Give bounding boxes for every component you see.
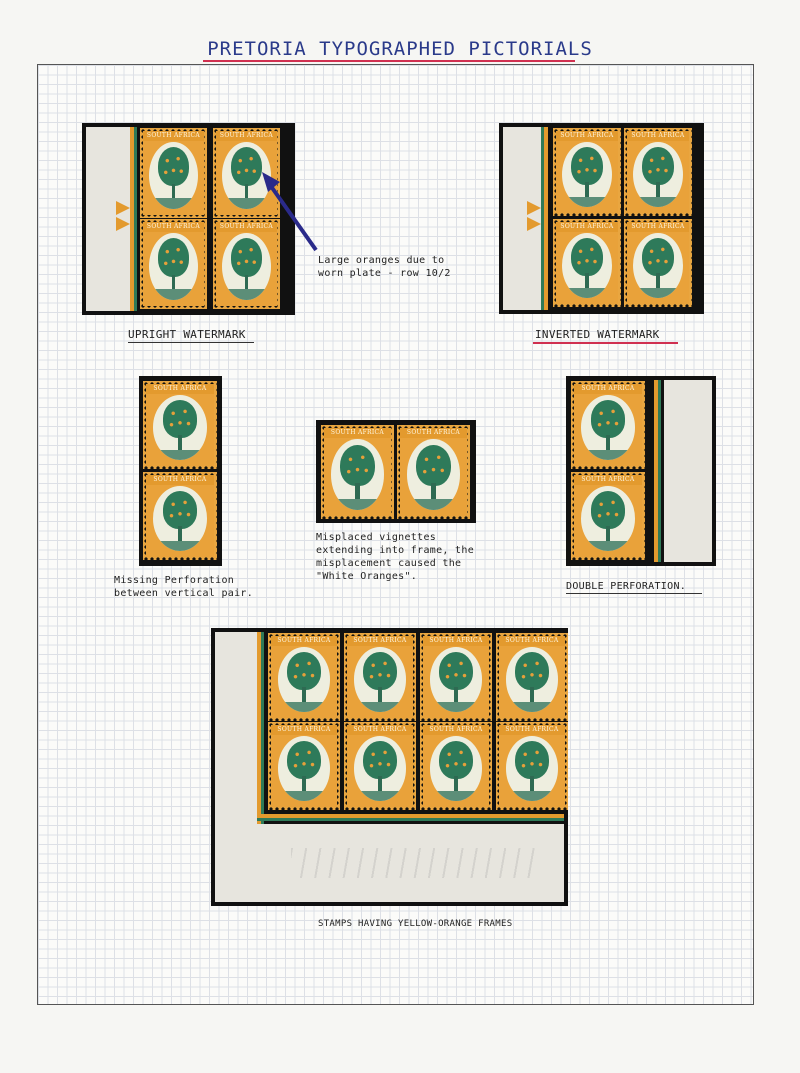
stamp-inscription: SOUTH AFRICA	[556, 222, 618, 232]
stamp-inscription: SOUTH AFRICA	[146, 384, 214, 394]
stamp-inscription: SOUTH AFRICA	[400, 428, 467, 438]
stamp-inscription: SOUTH AFRICA	[143, 222, 204, 232]
stamp-inscription: SOUTH AFRICA	[574, 475, 642, 485]
caption-upright-watermark: UPRIGHT WATERMARK	[128, 328, 246, 341]
caption-inverted-watermark: INVERTED WATERMARK	[535, 328, 660, 341]
caption-inverted-underline	[533, 342, 678, 344]
caption-yellow-orange-frames: STAMPS HAVING YELLOW-ORANGE FRAMES	[318, 919, 513, 929]
stamp-inscription: SOUTH AFRICA	[324, 428, 391, 438]
stamp-inscription: SOUTH AFRICA	[423, 725, 489, 735]
stamp-inscription: SOUTH AFRICA	[271, 725, 337, 735]
stamp-inscription: SOUTH AFRICA	[216, 131, 277, 141]
stamp-inscription: SOUTH AFRICA	[423, 636, 489, 646]
caption-upright-underline	[128, 342, 254, 343]
stamp-inscription: SOUTH AFRICA	[143, 131, 204, 141]
stamp-inscription: SOUTH AFRICA	[556, 131, 618, 141]
stamp-inscription: SOUTH AFRICA	[499, 725, 565, 735]
stamp-inscription: SOUTH AFRICA	[216, 222, 277, 232]
stamp-inscription: SOUTH AFRICA	[347, 636, 413, 646]
stamp-inscription: SOUTH AFRICA	[271, 636, 337, 646]
caption-double-perforation-underline	[566, 593, 702, 594]
page-title: PRETORIA TYPOGRAPHED PICTORIALS	[207, 38, 593, 60]
stamp-inscription: SOUTH AFRICA	[146, 475, 214, 485]
caption-double-perforation: DOUBLE PERFORATION.	[566, 581, 687, 592]
stamp-inscription: SOUTH AFRICA	[347, 725, 413, 735]
stamp-inscription: SOUTH AFRICA	[499, 636, 565, 646]
caption-missing-perforation: Missing Perforation between vertical pair.	[114, 575, 254, 599]
stamp-inscription: SOUTH AFRICA	[574, 384, 642, 394]
stamp-inscription: SOUTH AFRICA	[627, 222, 689, 232]
stamp-inscription: SOUTH AFRICA	[627, 131, 689, 141]
caption-large-oranges: Large oranges due to worn plate - row 10/2	[318, 255, 451, 279]
caption-misplaced-vignettes: Misplaced vignettes extending into frame, the misplacement caused the "White Oranges".	[316, 532, 475, 582]
